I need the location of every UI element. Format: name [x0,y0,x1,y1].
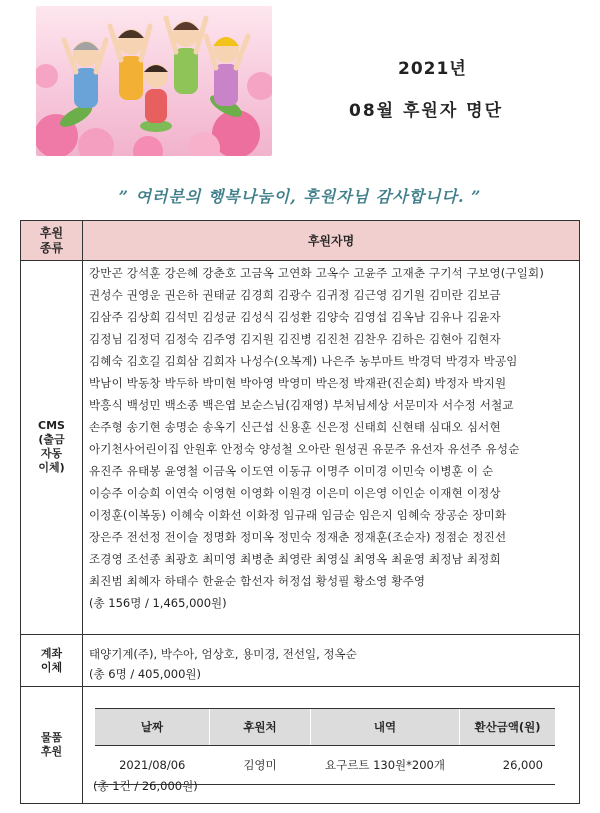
cms-total: (총 156명 / 1,465,000원) [89,596,227,610]
header-illustration [36,6,272,156]
donor-name-line: 이정훈(이복동) 이혜숙 이화선 이화정 임규래 임금순 임은지 임혜숙 장공순 장미화 [89,508,507,522]
goods-col-donor: 후원처 [210,709,311,746]
bank-transfer-total: (총 6명 / 405,000원) [89,667,202,681]
cms-label [21,260,82,634]
goods-amount: 26,000 [460,746,556,785]
bank-transfer-label [21,635,82,686]
donor-name-line: 권성수 권영운 권은하 권태균 김경희 김광수 김귀정 김근영 김기원 김미란 김보금 [89,288,501,302]
goods-col-details: 내역 [311,709,460,746]
document-title: 08월 후원자 명단 [349,101,504,121]
goods-donor: 김영미 [210,746,311,785]
donor-name-line: 김정님 김정덕 김정숙 김주영 김지원 김진병 김진천 김찬우 김하은 김현아 김현자 [89,332,501,346]
donor-name-line: 최진범 최혜자 하태수 한윤순 함선자 허정섭 황성필 황소영 황주영 [89,574,426,588]
goods-col-date: 날짜 [95,709,210,746]
cheering-people-illustration [36,6,272,156]
goods-label-line: 물품 [40,731,63,744]
cms-label-line: 자동 [40,447,63,460]
header-donation-type [21,221,83,260]
cms-donor-list [89,262,573,614]
donor-name-line: 장은주 전선정 전이슬 정명화 정미옥 정민숙 정재춘 정재훈(조순자) 정점순 정진선 [89,530,507,544]
table-header-row [21,221,579,261]
donor-name-line: 강만곤 강석훈 강은혜 강춘호 고금옥 고연화 고옥수 고윤주 고재춘 구기석 구보영(구일회) [89,266,545,280]
cms-label-line: 이체) [38,461,65,474]
goods-date: 2021/08/06 [95,746,210,785]
document-year: 2021년 [398,59,467,79]
donor-name-line: 박남이 박동창 박두하 박미현 박아영 박영미 박은정 박재관(진순희) 박정자 박지원 [89,376,507,390]
goods-donation-label [21,687,82,803]
row-divider [21,634,579,635]
bank-transfer-names: 태양기계(주), 박수아, 엄상호, 용미경, 전선일, 정옥순 [89,647,357,661]
row-divider [21,686,579,687]
goods-total: (총 1건 / 26,000원) [93,779,198,793]
donor-name-line: 조경영 조선종 최광호 최미영 최병춘 최영란 최영실 최영옥 최윤영 최정남 최정희 [89,552,501,566]
donor-name-line: 아기천사어린이집 안원후 안정숙 양성철 오아란 원성권 유문주 유선자 유선주 유성순 [89,442,520,456]
bank-label-line: 계좌 [40,646,63,660]
header-type-line: 후원 [39,225,64,240]
donor-name-line: 이승주 이승희 이연숙 이영현 이영화 이원경 이은미 이은영 이인순 이재현 이정상 [89,486,501,500]
header-type-line: 종류 [39,240,64,255]
column-divider [82,260,83,803]
cms-label-line: CMS [38,419,65,432]
bank-label-line: 이체 [40,660,63,674]
bank-transfer-content [89,644,357,684]
cms-label-line: (출금 [38,433,65,446]
goods-label-line: 후원 [40,745,63,758]
donor-name-line: 유진주 유태봉 윤영철 이금옥 이도연 이동규 이명주 이미경 이민숙 이병훈 이 순 [89,464,494,478]
donor-name-line: 김혜숙 김호길 김희삼 김희자 나성수(오복계) 나은주 농부마트 박경덕 박경자 박공임 [89,354,518,368]
goods-header-row [95,709,555,746]
goods-col-amount: 환산금액(원) [460,709,556,746]
goods-details: 요구르트 130원*200개 [311,746,460,785]
thank-you-slogan: ” 여러분의 행복나눔이, 후원자님 감사합니다. ” [118,187,482,206]
donor-table [20,220,580,804]
donor-name-line: 김삼주 김상희 김석민 김성균 김성식 김성환 김양숙 김영섭 김옥남 김유나 김윤자 [89,310,501,324]
header-donor-names: 후원자명 [307,234,355,248]
goods-donation-table [95,708,555,785]
donor-name-line: 박흥식 백성민 백소종 백은엽 보순스님(김재영) 부처님세상 서문미자 서수정 서철교 [89,398,514,412]
donor-name-line: 손주형 송기현 송명순 송옥기 신근섭 신용훈 신은정 신태희 신현태 심대오 심서현 [89,420,501,434]
